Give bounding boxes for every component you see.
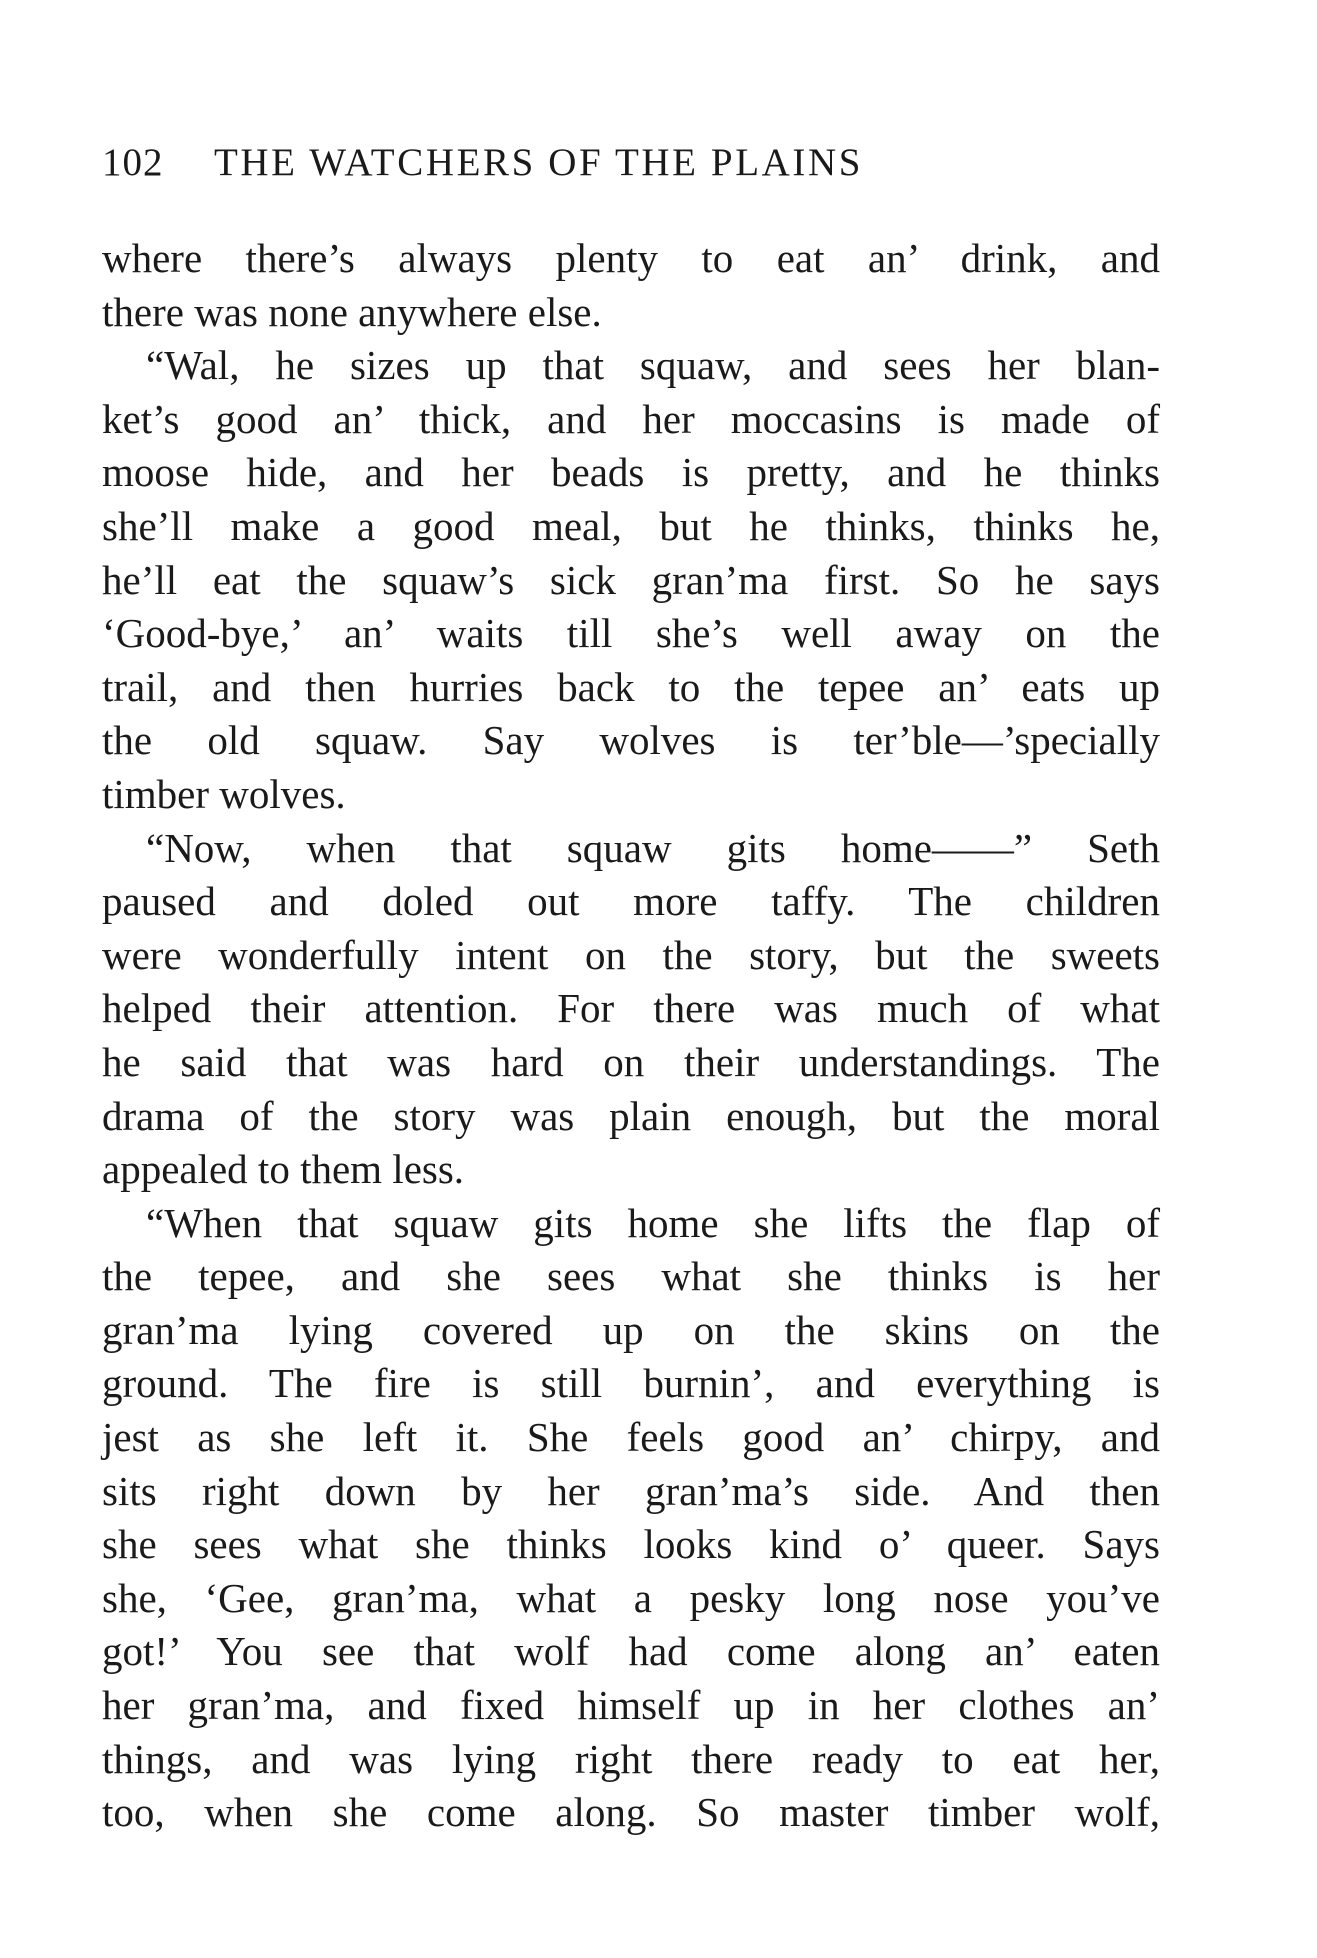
text-line: helped their attention. For there was much of what xyxy=(102,985,1160,1032)
text-line: “When that squaw gits home she lifts the flap of xyxy=(146,1199,1160,1246)
text-line: where there’s always plenty to eat an’ drink, and xyxy=(102,235,1160,281)
text-line: got!’ You see that wolf had come along an’ eaten xyxy=(102,1628,1160,1675)
text-line: she sees what she thinks looks kind o’ queer. Says xyxy=(102,1521,1160,1568)
text-line: jest as she left it. She feels good an’ chirpy, and xyxy=(102,1414,1160,1461)
text-line: gran’ma lying covered up on the skins on the xyxy=(102,1306,1160,1353)
text-line: she, ‘Gee, gran’ma, what a pesky long nose you’ve xyxy=(102,1574,1160,1621)
text-line: moose hide, and her beads is pretty, and he thinks xyxy=(102,449,1160,496)
text-line: there was none anywhere else. xyxy=(102,288,602,335)
text-line: drama of the story was plain enough, but the moral xyxy=(102,1092,1160,1139)
text-line: “Wal, he sizes up that squaw, and sees her blan- xyxy=(146,342,1160,389)
text-line: appealed to them less. xyxy=(102,1146,465,1193)
text-line: paused and doled out more taffy. The children xyxy=(102,878,1160,925)
text-line: were wonderfully intent on the story, but the sweets xyxy=(102,931,1160,978)
text-line: sits right down by her gran’ma’s side. And then xyxy=(102,1467,1160,1514)
text-line: the tepee, and she sees what she thinks is her xyxy=(102,1253,1160,1300)
text-line: her gran’ma, and fixed himself up in her clothes an’ xyxy=(102,1682,1160,1729)
running-head xyxy=(102,140,1162,200)
text-line: he’ll eat the squaw’s sick gran’ma first. So he says xyxy=(102,556,1160,603)
text-line: “Now, when that squaw gits home——” Seth xyxy=(146,824,1160,871)
text-line: ket’s good an’ thick, and her moccasins is made of xyxy=(102,395,1160,442)
text-line: ground. The fire is still burnin’, and everything is xyxy=(102,1360,1160,1407)
page-number: 102 xyxy=(102,141,164,184)
text-line: she’ll make a good meal, but he thinks, thinks he, xyxy=(102,502,1160,549)
text-line: too, when she come along. So master timber wolf, xyxy=(102,1789,1160,1836)
body-text xyxy=(102,232,1160,1840)
book-title: THE WATCHERS OF THE PLAINS xyxy=(214,141,864,184)
text-line: trail, and then hurries back to the tepee an’ eats up xyxy=(102,663,1160,710)
text-line: he said that was hard on their understandings. The xyxy=(102,1038,1160,1085)
text-line: timber wolves. xyxy=(102,770,346,817)
text-line: the old squaw. Say wolves is ter’ble—’specially xyxy=(102,717,1160,764)
text-line: things, and was lying right there ready to eat her, xyxy=(102,1735,1160,1782)
text-line: ‘Good-bye,’ an’ waits till she’s well away on the xyxy=(102,610,1160,657)
